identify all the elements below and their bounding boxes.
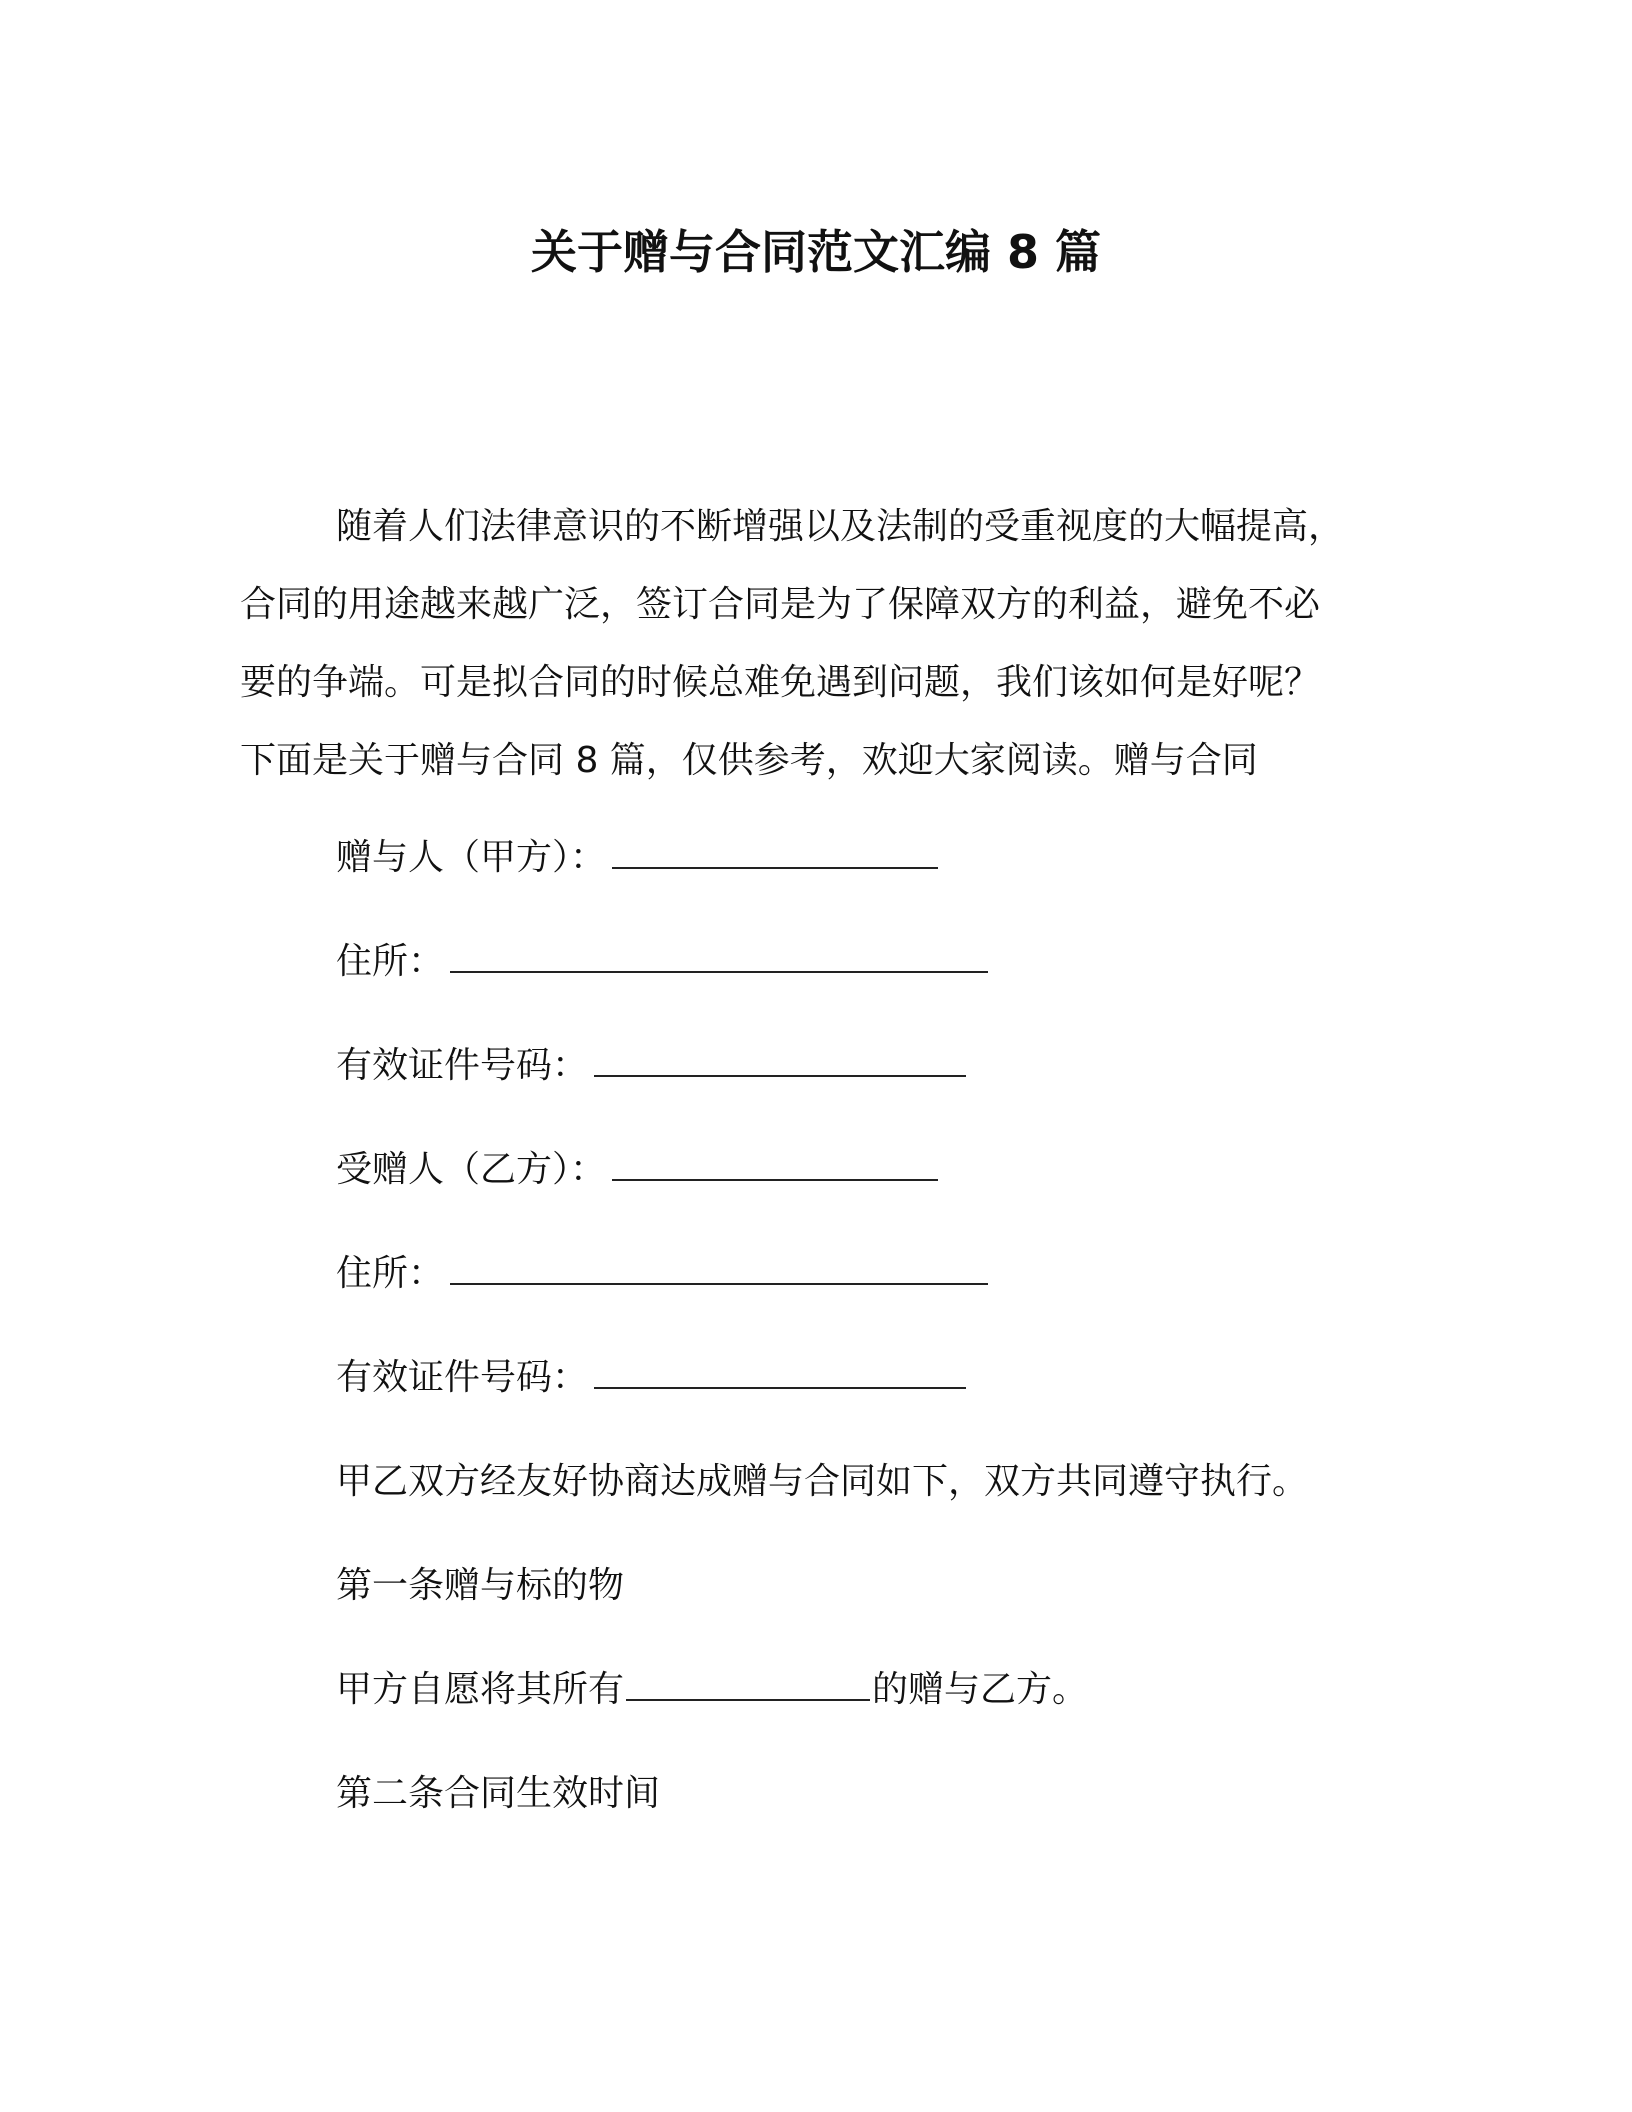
donor-address-label: 住所：	[336, 941, 445, 982]
donor-blank[interactable]	[612, 837, 938, 869]
donee-id-label: 有效证件号码：	[336, 1357, 589, 1398]
intro-paragraph	[240, 488, 1360, 800]
donor-id-blank[interactable]	[594, 1045, 966, 1077]
donee-field	[336, 1145, 938, 1195]
donee-address-field	[336, 1249, 988, 1299]
donee-address-blank[interactable]	[450, 1253, 988, 1285]
intro-line: 随着人们法律意识的不断增强以及法制的受重视度的大幅提高，	[336, 506, 1345, 547]
article-1-text	[336, 1665, 1088, 1715]
donor-field	[336, 833, 938, 883]
article-1-text-after: 的赠与乙方。	[872, 1669, 1089, 1710]
donor-address-field	[336, 937, 988, 987]
donee-id-field	[336, 1353, 966, 1403]
gift-item-blank[interactable]	[626, 1669, 870, 1701]
article-2-heading: 第二条合同生效时间	[336, 1773, 661, 1814]
donor-id-field	[336, 1041, 966, 1091]
donor-address-blank[interactable]	[450, 941, 988, 973]
donor-id-label: 有效证件号码：	[336, 1045, 589, 1086]
donee-id-blank[interactable]	[594, 1357, 966, 1389]
agreement-sentence: 甲乙双方经友好协商达成赠与合同如下，双方共同遵守执行。	[336, 1461, 1309, 1502]
intro-line: 要的争端。可是拟合同的时候总难免遇到问题，我们该如何是好呢？	[240, 662, 1321, 703]
article-1-text-before: 甲方自愿将其所有	[336, 1669, 625, 1710]
donee-label: 受赠人（乙方）：	[336, 1149, 607, 1190]
donee-blank[interactable]	[612, 1149, 938, 1181]
article-1-heading: 第一条赠与标的物	[336, 1565, 625, 1606]
donee-address-label: 住所：	[336, 1253, 445, 1294]
intro-line: 下面是关于赠与合同 8 篇，仅供参考，欢迎大家阅读。赠与合同	[240, 740, 1258, 781]
intro-line: 合同的用途越来越广泛，签订合同是为了保障双方的利益，避免不必	[240, 584, 1321, 625]
donor-label: 赠与人（甲方）：	[336, 837, 607, 878]
document-title: 关于赠与合同范文汇编 8 篇	[530, 225, 1102, 279]
